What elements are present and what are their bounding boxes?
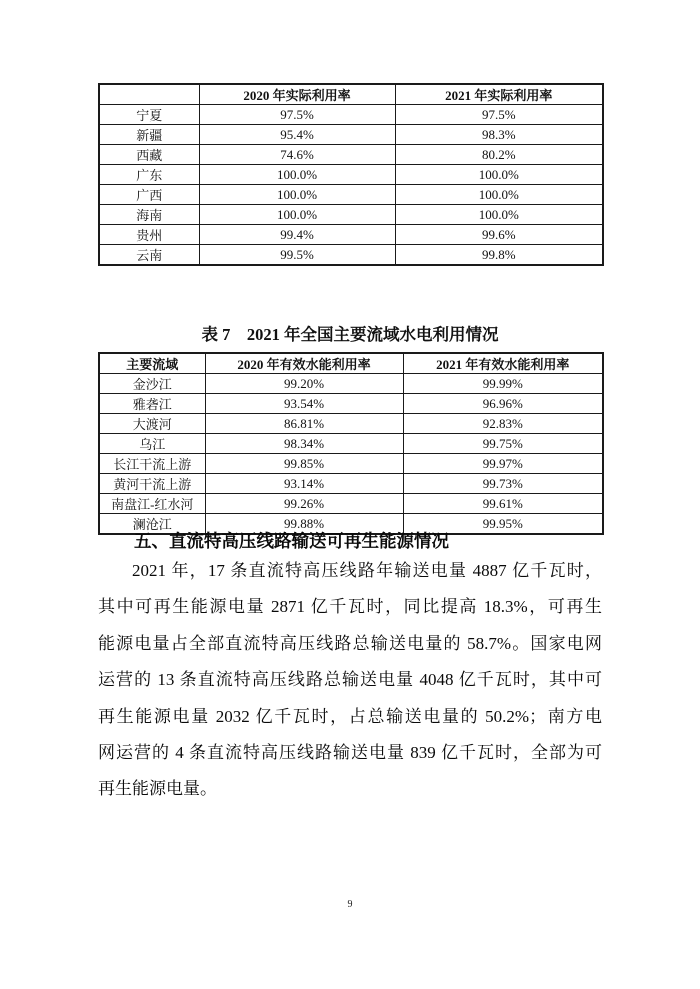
cell-value: 80.2% xyxy=(395,145,603,165)
row-label: 云南 xyxy=(99,245,199,266)
paragraph-line: 其中可再生能源电量 2871 亿千瓦时，同比提高 18.3%，可再生 xyxy=(98,597,602,617)
cell-value: 99.26% xyxy=(205,494,403,514)
cell-value: 93.54% xyxy=(205,394,403,414)
column-header: 2020 年有效水能利用率 xyxy=(205,353,403,374)
cell-value: 92.83% xyxy=(403,414,603,434)
cell-value: 99.61% xyxy=(403,494,603,514)
table-header-row xyxy=(99,84,603,105)
cell-value: 97.5% xyxy=(199,105,395,125)
cell-value: 95.4% xyxy=(199,125,395,145)
row-label: 贵州 xyxy=(99,225,199,245)
cell-value: 100.0% xyxy=(395,165,603,185)
table-row xyxy=(99,105,603,125)
table-row xyxy=(99,414,603,434)
row-label: 广西 xyxy=(99,185,199,205)
paragraph-line: 能源电量占全部直流特高压线路总输送电量的 58.7%。国家电网 xyxy=(98,633,602,653)
cell-value: 100.0% xyxy=(395,185,603,205)
cell-value: 99.5% xyxy=(199,245,395,266)
table-row xyxy=(99,454,603,474)
province-utilization-table xyxy=(98,83,604,266)
cell-value: 93.14% xyxy=(205,474,403,494)
row-label: 澜沧江 xyxy=(99,514,205,535)
basin-hydro-utilization-table xyxy=(98,352,604,535)
cell-value: 100.0% xyxy=(199,205,395,225)
paragraph-line: 再生能源电量 2032 亿千瓦时，占总输送电量的 50.2%；南方电 xyxy=(98,706,602,726)
table-row xyxy=(99,125,603,145)
page-number: 9 xyxy=(347,899,353,910)
row-label: 广东 xyxy=(99,165,199,185)
cell-value: 99.6% xyxy=(395,225,603,245)
cell-value: 86.81% xyxy=(205,414,403,434)
table-row xyxy=(99,205,603,225)
cell-value: 100.0% xyxy=(199,165,395,185)
paragraph-line: 2021 年，17 条直流特高压线路年输送电量 4887 亿千瓦时， xyxy=(132,561,602,580)
cell-value: 99.20% xyxy=(205,374,403,394)
row-label: 西藏 xyxy=(99,145,199,165)
cell-value: 99.99% xyxy=(403,374,603,394)
cell-value: 100.0% xyxy=(395,205,603,225)
cell-value: 99.85% xyxy=(205,454,403,474)
row-label: 乌江 xyxy=(99,434,205,454)
paragraph-line: 网运营的 4 条直流特高压线路输送电量 839 亿千瓦时，全部为可 xyxy=(98,742,602,762)
row-label: 大渡河 xyxy=(99,414,205,434)
row-label: 海南 xyxy=(99,205,199,225)
table-row xyxy=(99,145,603,165)
column-header: 2020 年实际利用率 xyxy=(199,84,395,105)
table-row xyxy=(99,225,603,245)
cell-value: 98.3% xyxy=(395,125,603,145)
table-row xyxy=(99,434,603,454)
table-row xyxy=(99,494,603,514)
column-header xyxy=(99,84,199,105)
paragraph-line: 运营的 13 条直流特高压线路总输送电量 4048 亿千瓦时，其中可 xyxy=(98,670,602,690)
cell-value: 100.0% xyxy=(199,185,395,205)
column-header: 2021 年实际利用率 xyxy=(395,84,603,105)
cell-value: 99.95% xyxy=(403,514,603,535)
cell-value: 99.75% xyxy=(403,434,603,454)
row-label: 雅砻江 xyxy=(99,394,205,414)
cell-value: 74.6% xyxy=(199,145,395,165)
row-label: 金沙江 xyxy=(99,374,205,394)
table-row xyxy=(99,374,603,394)
section-heading: 五、直流特高压线路输送可再生能源情况 xyxy=(134,531,449,551)
paragraph-line: 再生能源电量。 xyxy=(98,779,217,799)
cell-value: 99.73% xyxy=(403,474,603,494)
table-row xyxy=(99,165,603,185)
table-header-row xyxy=(99,353,603,374)
body-paragraph xyxy=(98,553,602,808)
cell-value: 99.4% xyxy=(199,225,395,245)
table-row xyxy=(99,245,603,266)
table-row xyxy=(99,185,603,205)
column-header: 2021 年有效水能利用率 xyxy=(403,353,603,374)
row-label: 南盘江-红水河 xyxy=(99,494,205,514)
cell-value: 97.5% xyxy=(395,105,603,125)
row-label: 黄河干流上游 xyxy=(99,474,205,494)
table7-title: 表 7 2021 年全国主要流域水电利用情况 xyxy=(201,325,499,344)
row-label: 宁夏 xyxy=(99,105,199,125)
column-header: 主要流域 xyxy=(99,353,205,374)
cell-value: 99.88% xyxy=(205,514,403,535)
row-label: 长江干流上游 xyxy=(99,454,205,474)
cell-value: 96.96% xyxy=(403,394,603,414)
cell-value: 98.34% xyxy=(205,434,403,454)
row-label: 新疆 xyxy=(99,125,199,145)
cell-value: 99.8% xyxy=(395,245,603,266)
table-row xyxy=(99,474,603,494)
cell-value: 99.97% xyxy=(403,454,603,474)
table-row xyxy=(99,394,603,414)
